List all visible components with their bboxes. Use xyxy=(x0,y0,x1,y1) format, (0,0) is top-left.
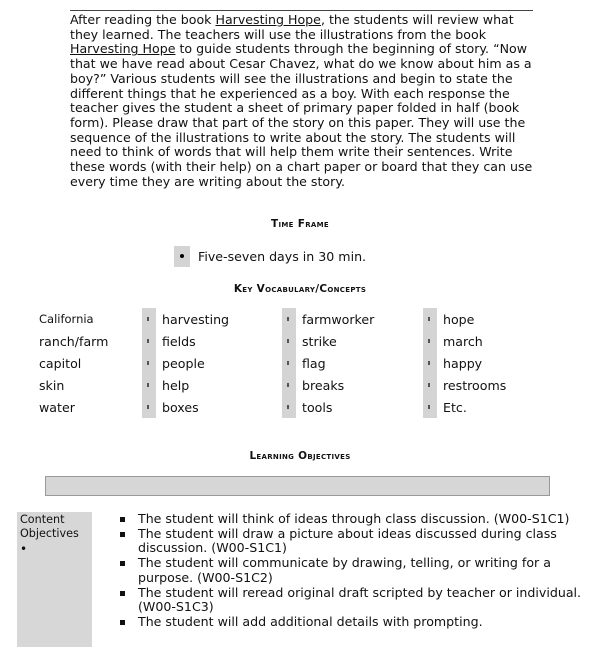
vocab-word: restrooms xyxy=(443,377,507,393)
vocab-item xyxy=(142,374,229,396)
vocab-word: harvesting xyxy=(162,311,230,327)
list-item xyxy=(120,556,590,585)
vocab-word: boxes xyxy=(162,399,199,415)
vocab-column-4 xyxy=(423,308,506,418)
bullet-icon xyxy=(282,374,296,396)
time-frame-text: Five-seven days in 30 min. xyxy=(198,248,367,264)
intro-text-2: , the students will review what they learned. The teachers will use the illustrations from the book xyxy=(70,12,514,42)
bullet-icon xyxy=(142,396,156,418)
bullet-icon xyxy=(423,330,437,352)
vocab-item xyxy=(423,374,506,396)
list-item xyxy=(120,512,590,527)
content-objectives-label: Content Objectives xyxy=(20,513,79,540)
vocab-item xyxy=(142,352,229,374)
vocab-item xyxy=(282,352,374,374)
bullet-icon xyxy=(142,308,156,330)
vocab-word: ranch/farm xyxy=(39,333,109,349)
vocab-word: tools xyxy=(302,399,333,415)
square-bullet-icon xyxy=(120,517,125,522)
vocab-column-3 xyxy=(282,308,374,418)
vocabulary-heading: Key Vocabulary/Concepts xyxy=(233,283,367,295)
vocab-column-1 xyxy=(39,308,108,418)
learning-objectives-heading: Learning Objectives xyxy=(249,450,351,462)
square-bullet-icon xyxy=(120,532,125,537)
book-title-1: Harvesting Hope xyxy=(215,12,321,27)
vocab-word: fields xyxy=(162,333,196,349)
intro-text-1: After reading the book xyxy=(70,12,216,27)
vocab-item xyxy=(282,330,374,352)
bullet-icon xyxy=(282,396,296,418)
objective-text: The student will add additional details with prompting. xyxy=(138,613,483,629)
vocab-word: help xyxy=(162,377,190,393)
vocab-item xyxy=(282,308,374,330)
intro-paragraph xyxy=(70,13,540,189)
bullet-icon xyxy=(282,330,296,352)
vocab-word: capitol xyxy=(39,355,82,371)
vocab-item xyxy=(142,308,229,330)
bullet-icon xyxy=(423,352,437,374)
square-bullet-icon xyxy=(120,561,125,566)
vocab-item xyxy=(282,374,374,396)
objective-text: The student will communicate by drawing, telling, or writing for a purpose. (W00-S1C2) xyxy=(138,555,551,585)
objective-text: The student will think of ideas through class discussion. (W00-S1C1) xyxy=(138,511,570,526)
box-bullet: • xyxy=(20,542,28,556)
vocab-item xyxy=(142,396,229,418)
objective-text: The student will draw a picture about ideas discussed during class discussion. (W00-S1C1) xyxy=(138,525,557,556)
time-frame-heading: Time Frame xyxy=(271,218,329,230)
vocab-word: march xyxy=(443,333,483,349)
bullet-icon xyxy=(282,308,296,330)
vocab-item xyxy=(423,352,506,374)
bullet-icon xyxy=(423,396,437,418)
vocab-word: water xyxy=(39,399,75,415)
book-title-2: Harvesting Hope xyxy=(70,41,176,57)
vocab-item xyxy=(282,396,374,418)
vocab-item xyxy=(423,396,506,418)
bullet-icon xyxy=(282,352,296,374)
vocab-word: strike xyxy=(302,333,337,349)
learning-objectives-bar xyxy=(45,476,550,496)
bullet-icon xyxy=(142,374,156,396)
list-item xyxy=(120,586,590,615)
vocab-word: hope xyxy=(443,311,475,327)
bullet-icon xyxy=(423,308,437,330)
intro-text-3: to guide students through the beginning of story. “Now that we have read about Cesar Chavez, what do we know about him as a boy?” Various students will see the illustrations and begin to state the different things that he experienced as a boy. With each response the teacher gives the student a sheet of primary paper folded in half (book form). Please draw that part of the story on this paper. They will use the sequence of the illustrations to write about the story. The students will need to think of words that will help them write their sentences. Write these words (with their help) on a chart paper or board that they can use every time they are writing about the story. xyxy=(70,41,533,189)
vocab-word: Etc. xyxy=(443,399,467,415)
vocab-word: flag xyxy=(302,355,326,371)
bullet-icon xyxy=(423,374,437,396)
bullet-icon xyxy=(174,246,190,267)
objective-text: The student will reread original draft scripted by teacher or individual. (W00-S1C3) xyxy=(138,584,582,615)
vocab-word: skin xyxy=(39,377,65,393)
square-bullet-icon xyxy=(120,591,125,596)
square-bullet-icon xyxy=(120,620,125,625)
vocab-word: happy xyxy=(443,355,483,371)
top-rule xyxy=(70,10,533,11)
objectives-list xyxy=(120,512,590,630)
content-objectives-box xyxy=(17,512,92,647)
bullet-icon xyxy=(142,330,156,352)
vocab-item xyxy=(423,308,506,330)
vocab-item xyxy=(423,330,506,352)
vocab-word: breaks xyxy=(302,377,345,393)
vocab-column-2 xyxy=(142,308,229,418)
list-item xyxy=(120,615,590,630)
vocab-word: farmworker xyxy=(302,311,375,327)
bullet-icon xyxy=(142,352,156,374)
list-item xyxy=(120,527,590,556)
vocab-item xyxy=(142,330,229,352)
vocab-word: people xyxy=(162,355,205,371)
time-frame-item xyxy=(174,245,366,267)
vocab-word: California xyxy=(39,312,94,326)
